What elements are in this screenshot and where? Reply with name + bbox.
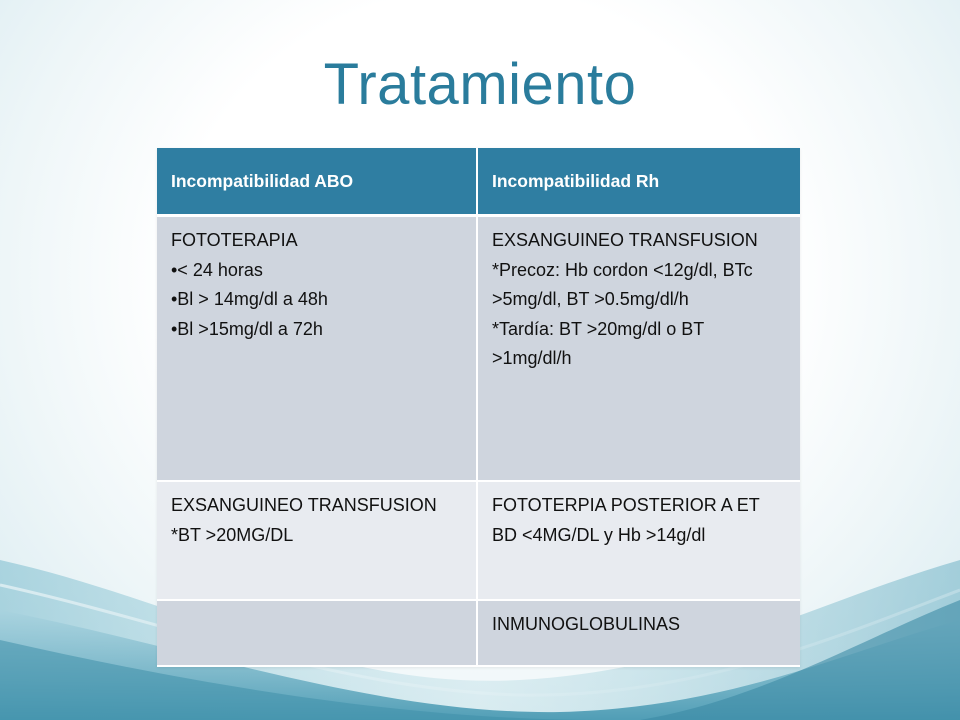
table-cell-rh xyxy=(477,600,800,666)
cell-line: *Tardía: BT >20mg/dl o BT >1mg/dl/h xyxy=(492,318,704,368)
treatment-table xyxy=(157,148,800,667)
cell-line: EXSANGUINEO TRANSFUSION xyxy=(171,495,437,515)
table-cell-abo xyxy=(157,600,477,666)
column-header-rh: Incompatibilidad Rh xyxy=(477,148,800,216)
table-row xyxy=(157,600,800,666)
table-row xyxy=(157,481,800,600)
table-cell-abo xyxy=(157,481,477,600)
table-cell-abo xyxy=(157,216,477,482)
cell-line: INMUNOGLOBULINAS xyxy=(492,614,681,634)
table-cell-rh xyxy=(477,216,800,482)
page-title: Tratamiento xyxy=(323,52,637,117)
table-cell-rh xyxy=(477,481,800,600)
cell-line: BD <4MG/DL y Hb >14g/dl xyxy=(492,524,706,545)
cell-line: *BT >20MG/DL xyxy=(171,524,294,545)
cell-line: FOTOTERPIA POSTERIOR A ET xyxy=(492,495,760,515)
bullet-item: •Bl >15mg/dl a 72h xyxy=(171,318,323,339)
column-header-abo: Incompatibilidad ABO xyxy=(157,148,477,216)
bullet-item: •< 24 horas xyxy=(171,259,263,280)
cell-line: FOTOTERAPIA xyxy=(171,230,298,250)
table-row xyxy=(157,216,800,482)
table-header-row xyxy=(157,148,800,216)
cell-line: EXSANGUINEO TRANSFUSION xyxy=(492,230,758,250)
bullet-item: •Bl > 14mg/dl a 48h xyxy=(171,289,328,309)
cell-line: *Precoz: Hb cordon <12g/dl, BTc >5mg/dl, BT >0.5mg/dl/h xyxy=(492,259,753,309)
